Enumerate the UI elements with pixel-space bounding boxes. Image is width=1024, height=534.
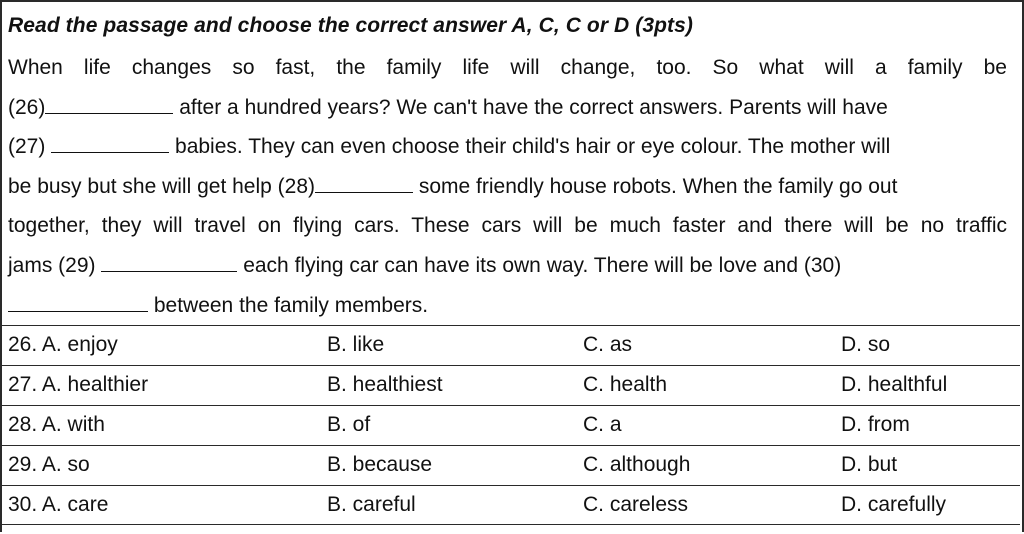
answer-options-table: [0, 325, 1020, 525]
passage-line-1: When life changes so fast, the family life will change, too. So what will a family be: [8, 56, 1007, 79]
passage-line-4-text: some friendly house robots. When the family go out: [413, 174, 898, 198]
option-a[interactable]: 28. A. with: [8, 413, 105, 436]
option-b[interactable]: B. because: [327, 453, 433, 476]
option-d[interactable]: D. from: [841, 413, 910, 436]
option-d[interactable]: D. so: [841, 333, 891, 356]
option-a[interactable]: 30. A. care: [8, 493, 109, 516]
option-b[interactable]: B. of: [327, 413, 371, 436]
question-row-26: [0, 325, 1020, 365]
blank-28: [315, 172, 413, 193]
reading-passage: [8, 48, 1007, 325]
option-b[interactable]: B. healthiest: [327, 373, 443, 396]
instruction-title: Read the passage and choose the correct answer A, C, C or D (3pts): [8, 14, 693, 37]
option-c[interactable]: C. a: [583, 413, 622, 436]
option-a[interactable]: 27. A. healthier: [8, 373, 149, 396]
passage-line-4: [8, 167, 1007, 207]
blank-27: [51, 132, 169, 153]
question-row-30: [0, 485, 1020, 525]
gap-number-27: (27): [8, 135, 52, 159]
option-d[interactable]: D. carefully: [841, 493, 947, 516]
passage-line-2: [8, 88, 1007, 128]
option-a[interactable]: 29. A. so: [8, 453, 90, 476]
question-row-27: [0, 365, 1020, 405]
option-d[interactable]: D. but: [841, 453, 898, 476]
option-c[interactable]: C. health: [583, 373, 668, 396]
option-c[interactable]: C. although: [583, 453, 691, 476]
passage-line-5: together, they will travel on flying cars. These cars will be much faster and there will be no traffic: [8, 214, 1007, 238]
option-a[interactable]: 26. A. enjoy: [8, 333, 118, 356]
passage-line-3-text: babies. They can even choose their child's hair or eye colour. The mother will: [169, 135, 891, 159]
passage-line-2-text: after a hundred years? We can't have the correct answers. Parents will have: [173, 95, 888, 119]
blank-29: [101, 251, 237, 272]
passage-line-3: [8, 127, 1007, 167]
passage-line-6-start: jams (29): [8, 253, 102, 277]
option-c[interactable]: C. as: [583, 333, 633, 356]
gap-number-26: (26): [8, 95, 46, 119]
option-c[interactable]: C. careless: [583, 493, 689, 516]
option-d[interactable]: D. healthful: [841, 373, 948, 396]
blank-30: [8, 291, 148, 312]
blank-26: [45, 93, 173, 114]
passage-line-7: [8, 286, 1007, 326]
option-b[interactable]: B. careful: [327, 493, 416, 516]
question-row-28: [0, 405, 1020, 445]
question-row-29: [0, 445, 1020, 485]
option-b[interactable]: B. like: [327, 333, 385, 356]
passage-line-7-text: between the family members.: [148, 293, 429, 317]
passage-line-6: [8, 246, 1007, 286]
passage-line-6-text: each flying car can have its own way. There will be love and (30): [237, 253, 842, 277]
passage-line-4-start: be busy but she will get help (28): [8, 174, 316, 198]
